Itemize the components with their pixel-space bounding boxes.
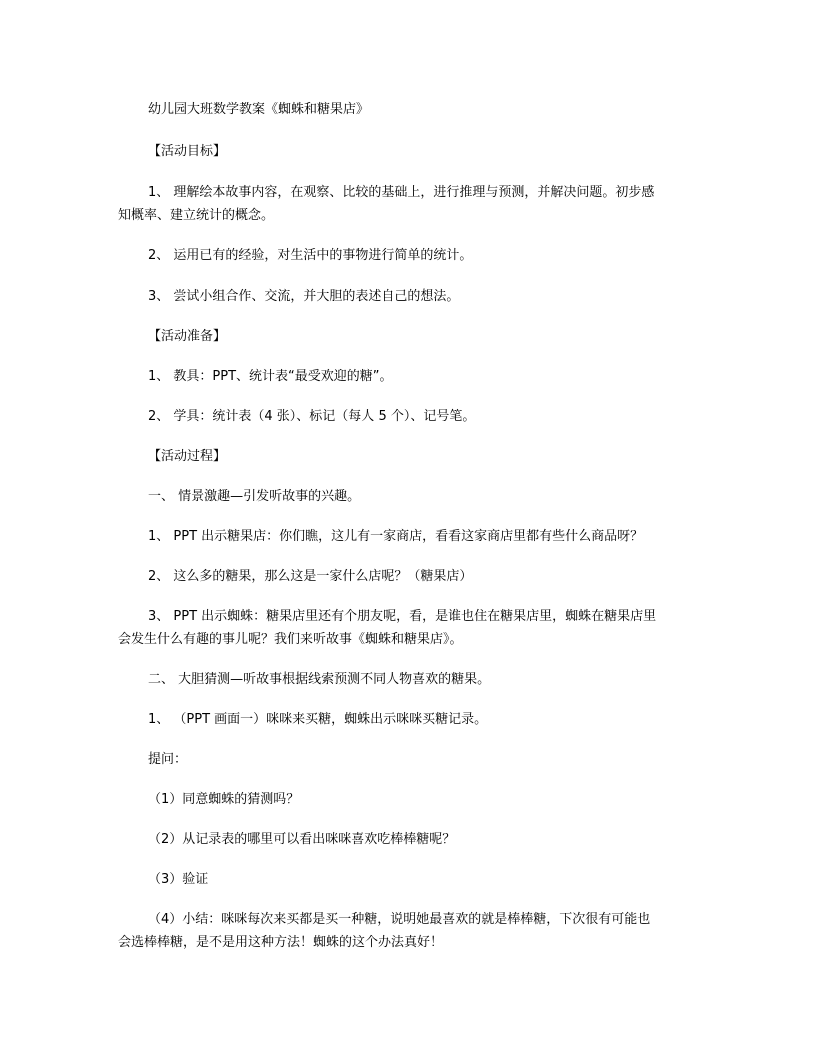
- step-2-1: 1、 （PPT 画面一）咪咪来买糖，蜘蛛出示咪咪买糖记录。: [148, 712, 488, 727]
- goal-1-line-1: 1、 理解绘本故事内容，在观察、比较的基础上，进行推理与预测，并解决问题。初步感: [148, 185, 655, 200]
- part-1-heading: 一、 情景激趣—引发听故事的兴趣。: [148, 489, 361, 504]
- section-heading-process: 【活动过程】: [148, 449, 227, 464]
- step-1-3-line-2: 会发生什么有趣的事儿呢？我们来听故事《蜘蛛和糖果店》。: [118, 632, 463, 647]
- document-title: 幼儿园大班数学教案《蜘蛛和糖果店》: [148, 102, 370, 117]
- question-4-line-2: 会选棒棒糖，是不是用这种方法！蜘蛛的这个办法真好！: [118, 935, 444, 950]
- step-1-2: 2、 这么多的糖果，那么这是一家什么店呢？（糖果店）: [148, 569, 473, 584]
- goal-3: 3、 尝试小组合作、交流，并大胆的表述自己的想法。: [148, 289, 460, 304]
- step-1-3-line-1: 3、 PPT 出示蜘蛛：糖果店里还有个朋友呢，看，是谁也住在糖果店里，蜘蛛在糖果店里: [148, 609, 657, 624]
- section-heading-prep: 【活动准备】: [148, 329, 227, 344]
- question-1: （1）同意蜘蛛的猜测吗？: [148, 792, 300, 807]
- prep-1: 1、 教具：PPT、统计表“最受欢迎的糖”。: [148, 369, 393, 384]
- question-3: （3）验证: [148, 872, 209, 887]
- section-heading-goals: 【活动目标】: [148, 144, 227, 159]
- step-1-1: 1、 PPT 出示糖果店：你们瞧，这儿有一家商店，看看这家商店里都有些什么商品呀？: [148, 529, 644, 544]
- part-2-heading: 二、 大胆猜测—听故事根据线索预测不同人物喜欢的糖果。: [148, 672, 491, 687]
- question-2: （2）从记录表的哪里可以看出咪咪喜欢吃棒棒糖呢？: [148, 832, 456, 847]
- goal-1-line-2: 知概率、建立统计的概念。: [118, 208, 275, 223]
- question-label: 提问：: [148, 752, 188, 767]
- prep-2: 2、 学具：统计表（4 张）、标记（每人 5 个）、记号笔。: [148, 409, 476, 424]
- goal-2: 2、 运用已有的经验，对生活中的事物进行简单的统计。: [148, 248, 473, 263]
- question-4-line-1: （4）小结：咪咪每次来买都是买一种糖，说明她最喜欢的就是棒棒糖，下次很有可能也: [148, 912, 651, 927]
